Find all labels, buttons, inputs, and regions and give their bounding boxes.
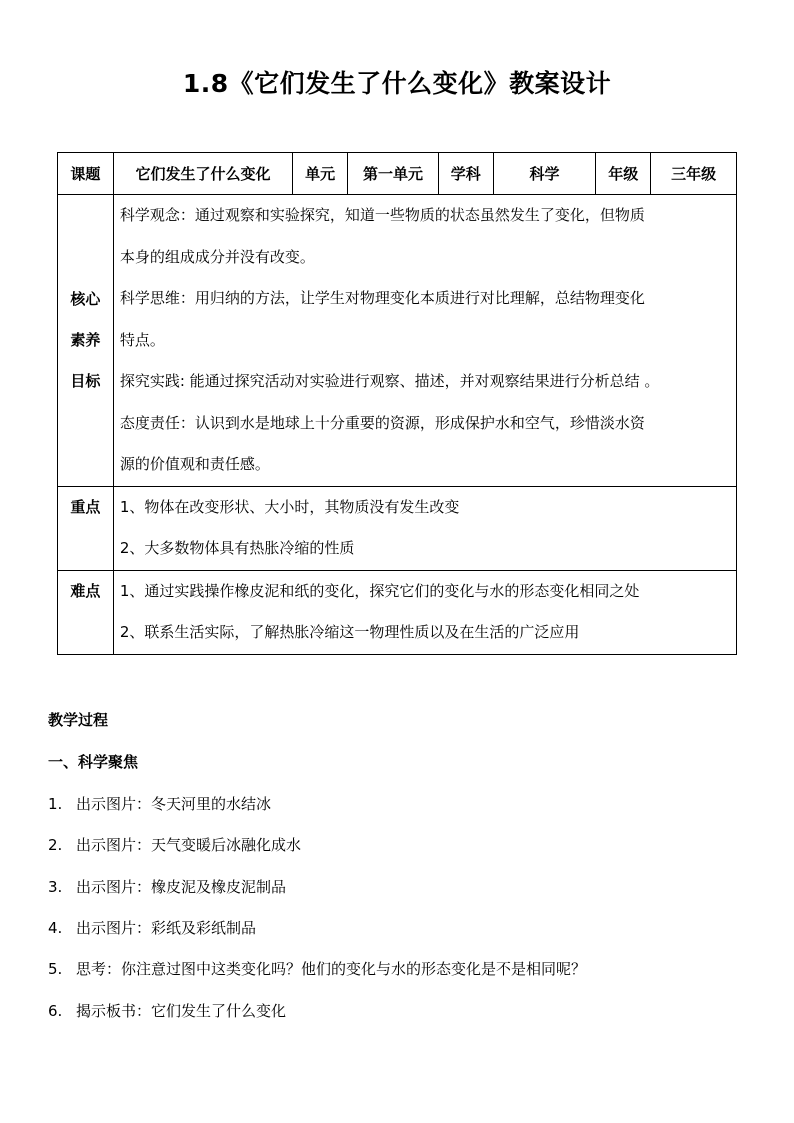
- grade-label: 年级: [596, 153, 651, 195]
- core-goals-label-line: 目标: [70, 371, 101, 390]
- list-item-text: 出示图片：彩纸及彩纸制品: [76, 919, 257, 937]
- unit-label: 单元: [293, 153, 348, 195]
- difficulties-content: [113, 570, 736, 654]
- core-goals-row: [58, 195, 737, 487]
- key-point-line: 2、大多数物体具有热胀冷缩的性质: [119, 539, 355, 557]
- document-title: 1.8《它们发生了什么变化》教案设计: [182, 69, 612, 98]
- key-points-label: [58, 486, 114, 570]
- list-item-text: 思考：你注意过图中这类变化吗？他们的变化与水的形态变化是不是相同呢？: [76, 960, 587, 978]
- section-heading-science-focus: 一、科学聚焦: [48, 753, 139, 771]
- topic-label: 课题: [58, 153, 114, 195]
- list-item: [48, 917, 256, 938]
- list-item-text: 出示图片：天气变暖后冰融化成水: [76, 836, 302, 854]
- core-goal-line: 本身的组成成分并没有改变。: [119, 247, 315, 266]
- list-item: [48, 876, 286, 897]
- key-point-line: 1、物体在改变形状、大小时，其物质没有发生改变: [119, 497, 460, 516]
- difficulties-label-text: 难点: [70, 581, 101, 600]
- list-item-number: 2.: [48, 836, 63, 854]
- lesson-info-table: [57, 152, 737, 655]
- list-item: [48, 793, 271, 814]
- topic-value: 它们发生了什么变化: [113, 153, 292, 195]
- list-item: [48, 1000, 286, 1021]
- list-item-text: 揭示板书：它们发生了什么变化: [76, 1002, 287, 1020]
- unit-value: 第一单元: [348, 153, 439, 195]
- grade-value: 三年级: [651, 153, 737, 195]
- list-item: [48, 958, 586, 979]
- core-goals-label-line: 核心: [70, 289, 101, 308]
- core-goal-line: 科学观念：通过观察和实验探究，知道一些物质的状态虽然发生了变化，但物质: [119, 206, 645, 224]
- key-points-row: [58, 486, 737, 570]
- core-goals-label-line: 素养: [70, 330, 101, 349]
- key-points-content: [113, 486, 736, 570]
- list-item-number: 1.: [48, 795, 63, 813]
- difficulty-line: 1、通过实践操作橡皮泥和纸的变化，探究它们的变化与水的形态变化相同之处: [119, 581, 640, 600]
- core-goal-line: 科学思维：用归纳的方法，让学生对物理变化本质进行对比理解，总结物理变化: [119, 289, 645, 307]
- core-goal-line: 态度责任：认识到水是地球上十分重要的资源，形成保护水和空气，珍惜淡水资: [119, 413, 645, 432]
- list-item-text: 出示图片：橡皮泥及橡皮泥制品: [76, 878, 287, 896]
- list-item-number: 5.: [48, 960, 63, 978]
- core-goal-line: 源的价值观和责任感。: [119, 455, 270, 473]
- list-item: [48, 834, 301, 855]
- core-goal-line: 探究实践: 能通过探究活动对实验进行观察、描述，并对观察结果进行分析总结 。: [119, 372, 660, 390]
- subject-label: 学科: [438, 153, 493, 195]
- difficulty-line: 2、联系生活实际，了解热胀冷缩这一物理性质以及在生活的广泛应用: [119, 623, 580, 641]
- difficulties-row: [58, 570, 737, 654]
- process-heading: 教学过程: [48, 711, 109, 729]
- list-item-number: 3.: [48, 878, 63, 896]
- key-points-label-text: 重点: [70, 497, 101, 516]
- table-header-row: [58, 153, 737, 195]
- list-item-number: 6.: [48, 1002, 63, 1020]
- core-goal-line: 特点。: [119, 330, 165, 349]
- difficulties-label: [58, 570, 114, 654]
- core-goals-content: [113, 195, 736, 487]
- subject-value: 科学: [493, 153, 596, 195]
- list-item-text: 出示图片：冬天河里的水结冰: [76, 795, 272, 813]
- list-item-number: 4.: [48, 919, 63, 937]
- core-goals-label: [58, 195, 114, 487]
